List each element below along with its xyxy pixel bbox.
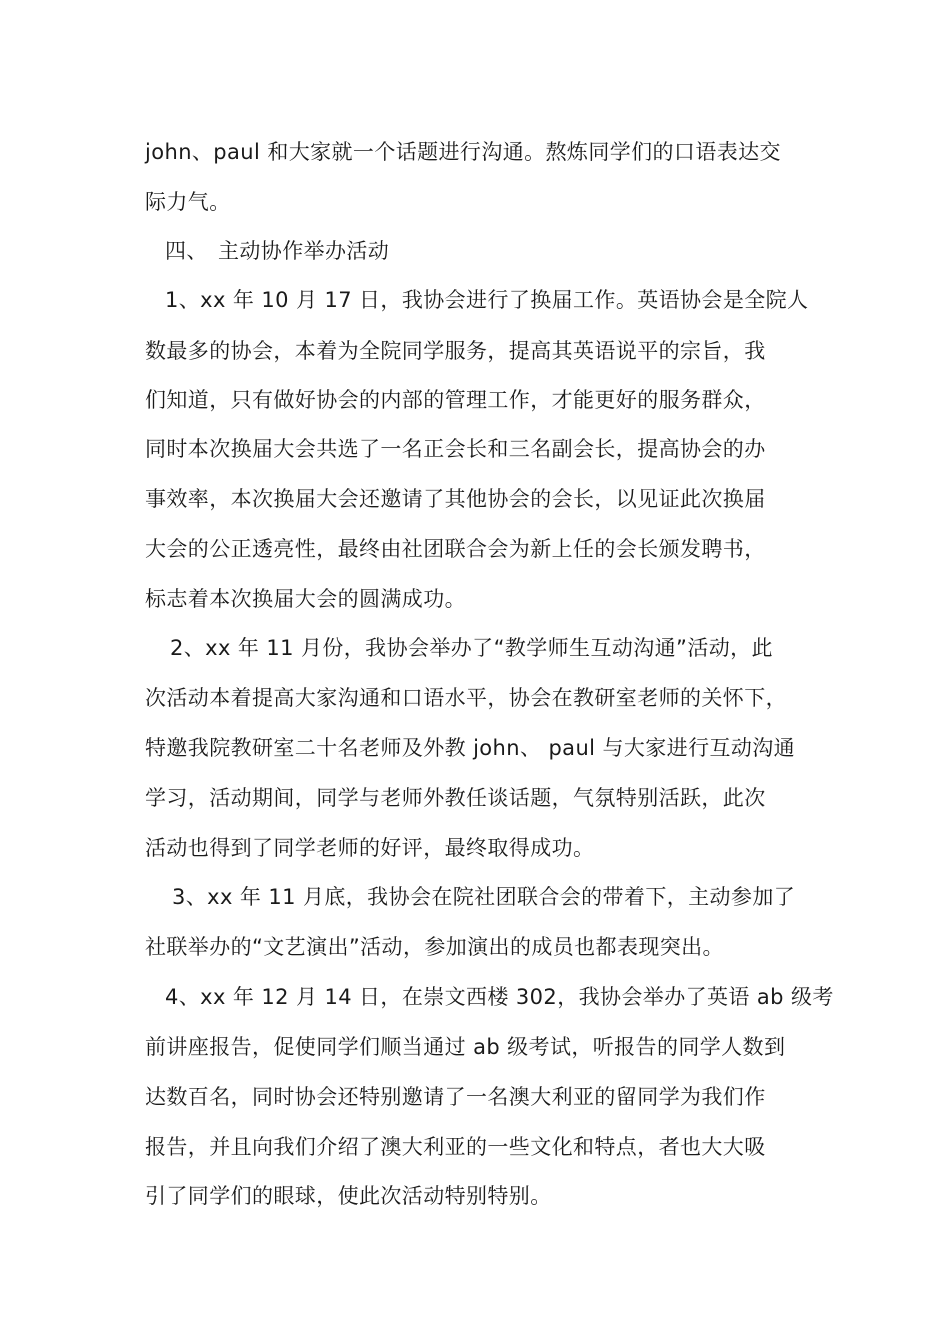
item4-line: 达数百名，同时协会还特别邀请了一名澳大利亚的留同学为我们作 (145, 1085, 766, 1109)
item1-line: 标志着本次换届大会的圆满成功。 (145, 587, 466, 611)
section-heading (0, 236, 950, 266)
item1-line: 大会的公正透亮性，最终由社团联合会为新上任的会长颁发聘书， (145, 537, 766, 561)
section-heading-number: 四、 (165, 239, 208, 263)
item3-line: 社联举办的“文艺演出”活动，参加演出的成员也都表现突出。 (145, 935, 724, 959)
item4-line: 报告，并且向我们介绍了澳大利亚的一些文化和特点，者也大大吸 (145, 1135, 766, 1159)
item3-line: 3、xx 年 11 月底，我协会在院社团联合会的带着下，主动参加了 (172, 885, 796, 909)
item2-line: 学习，活动期间，同学与老师外教任谈话题，气氛特别活跃，此次 (145, 786, 766, 810)
item4-line: 前讲座报告，促使同学们顺当通过 ab 级考试，听报告的同学人数到 (145, 1035, 786, 1059)
item2-line: 次活动本着提高大家沟通和口语水平，协会在教研室老师的关怀下， (145, 686, 787, 710)
item1-line: 事效率，本次换届大会还邀请了其他协会的会长，以见证此次换届 (145, 487, 766, 511)
item2-line: 活动也得到了同学老师的好评，最终取得成功。 (145, 836, 595, 860)
item1-line: 同时本次换届大会共选了一名正会长和三名副会长，提高协会的办 (145, 437, 766, 461)
section-heading-title: 主动协作举办活动 (218, 239, 390, 263)
item1-line: 们知道，只有做好协会的内部的管理工作，才能更好的服务群众， (145, 388, 766, 412)
item4-line: 4、xx 年 12 月 14 日，在崇文西楼 302，我协会举办了英语 ab 级考 (165, 985, 834, 1009)
item2-line: 特邀我院教研室二十名老师及外教 john、 paul 与大家进行互动沟通 (145, 736, 796, 760)
item1-line: 1、xx 年 10 月 17 日，我协会进行了换届工作。英语协会是全院人 (165, 288, 809, 312)
paragraph-line: 际力气。 (145, 190, 231, 214)
item2-line: 2、xx 年 11 月份，我协会举办了“教学师生互动沟通”活动，此 (170, 636, 773, 660)
item4-line: 引了同学们的眼球，使此次活动特别特别。 (145, 1184, 552, 1208)
item1-line: 数最多的协会，本着为全院同学服务，提高其英语说平的宗旨，我 (145, 339, 766, 363)
paragraph-line: john、paul 和大家就一个话题进行沟通。熬炼同学们的口语表达交 (145, 140, 781, 164)
